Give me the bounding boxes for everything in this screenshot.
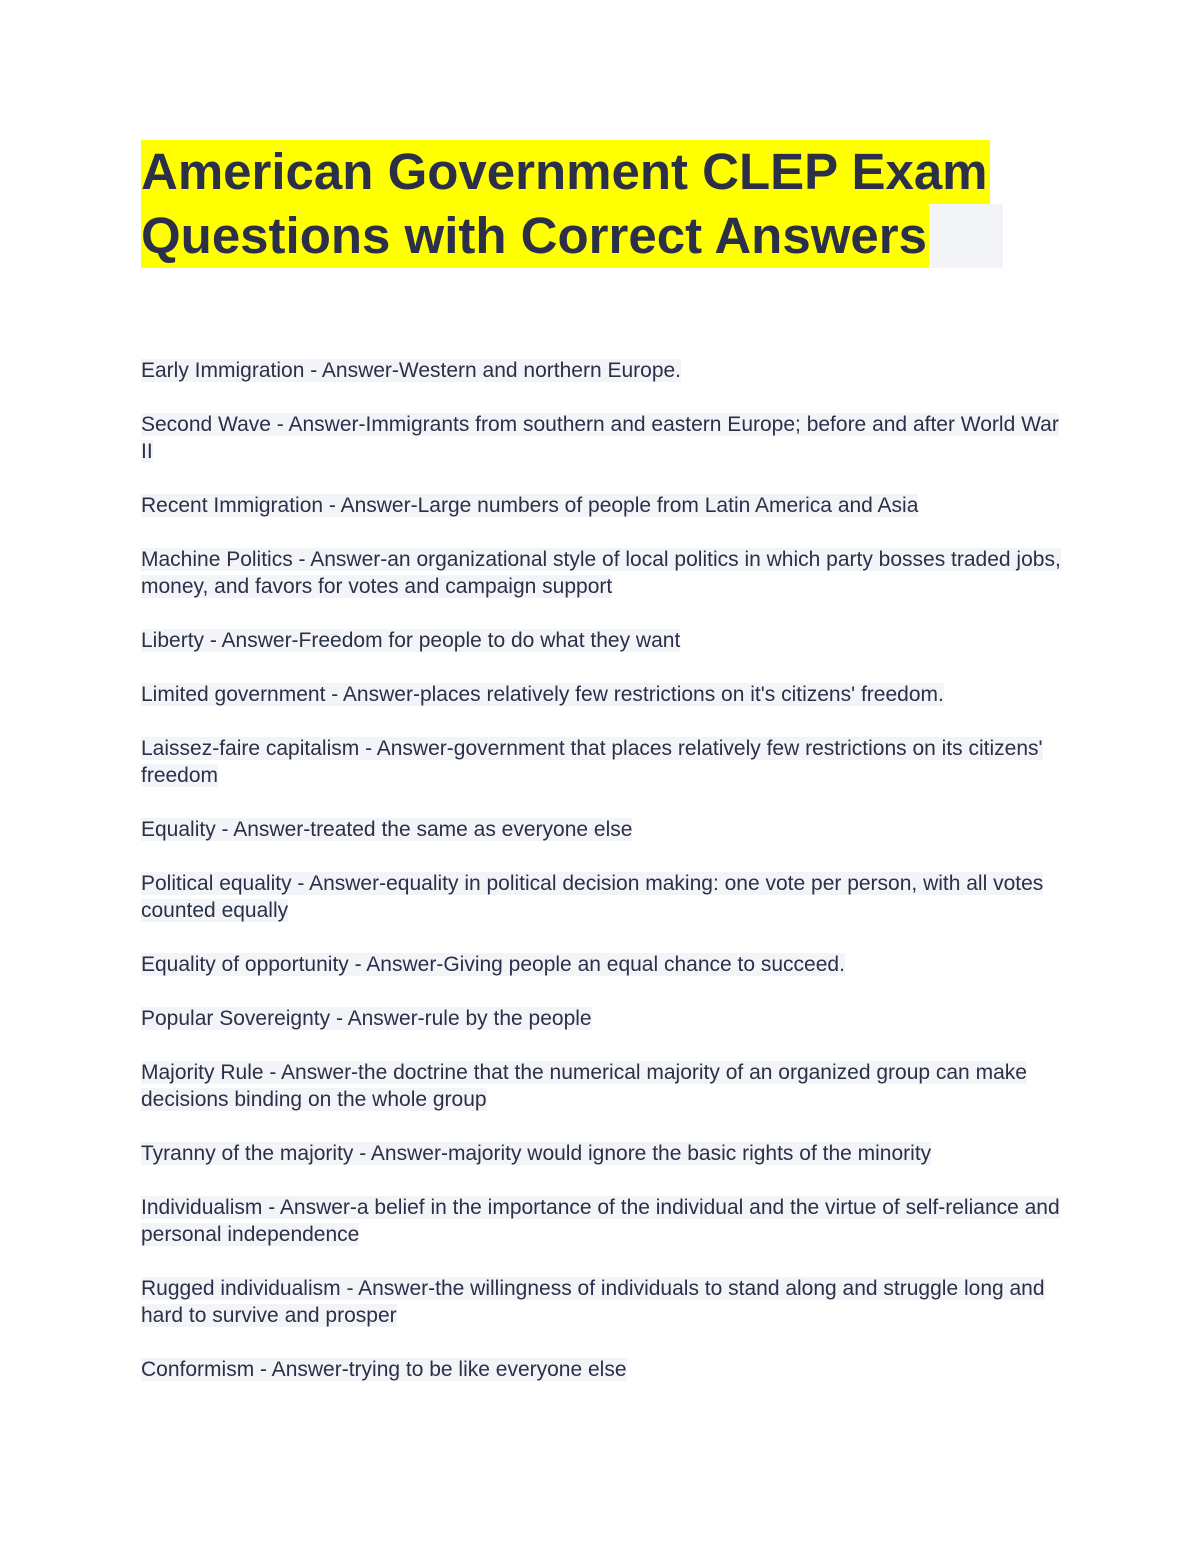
title-line-2-wrap bbox=[141, 204, 1003, 268]
qa-entry-text: Second Wave - Answer-Immigrants from southern and eastern Europe; before and after World War II bbox=[141, 413, 1059, 463]
qa-entry bbox=[141, 870, 1071, 924]
qa-entry-list bbox=[141, 357, 1071, 1410]
document-title bbox=[141, 140, 1003, 268]
qa-entry-text: Early Immigration - Answer-Western and northern Europe. bbox=[141, 359, 682, 382]
title-line-2: Questions with Correct Answers bbox=[141, 204, 929, 268]
qa-entry-text: Recent Immigration - Answer-Large numbers of people from Latin America and Asia bbox=[141, 494, 919, 517]
qa-entry bbox=[141, 357, 1071, 384]
qa-entry bbox=[141, 681, 1071, 708]
title-line-1: American Government CLEP Exam bbox=[141, 140, 990, 204]
qa-entry-text: Individualism - Answer-a belief in the importance of the individual and the virtue of self-reliance and personal independence bbox=[141, 1196, 1060, 1246]
qa-entry-text: Machine Politics - Answer-an organizational style of local politics in which party bosses traded jobs, money, and favors for votes and campaign support bbox=[141, 548, 1061, 598]
qa-entry bbox=[141, 951, 1071, 978]
qa-entry bbox=[141, 1140, 1071, 1167]
qa-entry bbox=[141, 1275, 1071, 1329]
qa-entry bbox=[141, 1194, 1071, 1248]
qa-entry-text: Laissez-faire capitalism - Answer-government that places relatively few restrictions on its citizens' freedom bbox=[141, 737, 1043, 787]
qa-entry-text: Limited government - Answer-places relatively few restrictions on it's citizens' freedom. bbox=[141, 683, 944, 706]
qa-entry bbox=[141, 411, 1071, 465]
qa-entry-text: Tyranny of the majority - Answer-majority would ignore the basic rights of the minority bbox=[141, 1142, 932, 1165]
qa-entry-text: Political equality - Answer-equality in political decision making: one vote per person, with all votes counted equally bbox=[141, 872, 1044, 922]
qa-entry bbox=[141, 816, 1071, 843]
qa-entry bbox=[141, 1059, 1071, 1113]
qa-entry bbox=[141, 492, 1071, 519]
qa-entry-text: Equality of opportunity - Answer-Giving people an equal chance to succeed. bbox=[141, 953, 845, 976]
qa-entry-text: Conformism - Answer-trying to be like everyone else bbox=[141, 1358, 627, 1381]
qa-entry bbox=[141, 1356, 1071, 1383]
qa-entry bbox=[141, 1005, 1071, 1032]
qa-entry-text: Rugged individualism - Answer-the willingness of individuals to stand along and struggle long and hard to survive and prosper bbox=[141, 1277, 1045, 1327]
qa-entry bbox=[141, 735, 1071, 789]
qa-entry-text: Popular Sovereignty - Answer-rule by the people bbox=[141, 1007, 592, 1030]
qa-entry bbox=[141, 627, 1071, 654]
qa-entry-text: Liberty - Answer-Freedom for people to do what they want bbox=[141, 629, 681, 652]
qa-entry bbox=[141, 546, 1071, 600]
qa-entry-text: Equality - Answer-treated the same as everyone else bbox=[141, 818, 633, 841]
qa-entry-text: Majority Rule - Answer-the doctrine that the numerical majority of an organized group can make decisions binding on the whole group bbox=[141, 1061, 1027, 1111]
